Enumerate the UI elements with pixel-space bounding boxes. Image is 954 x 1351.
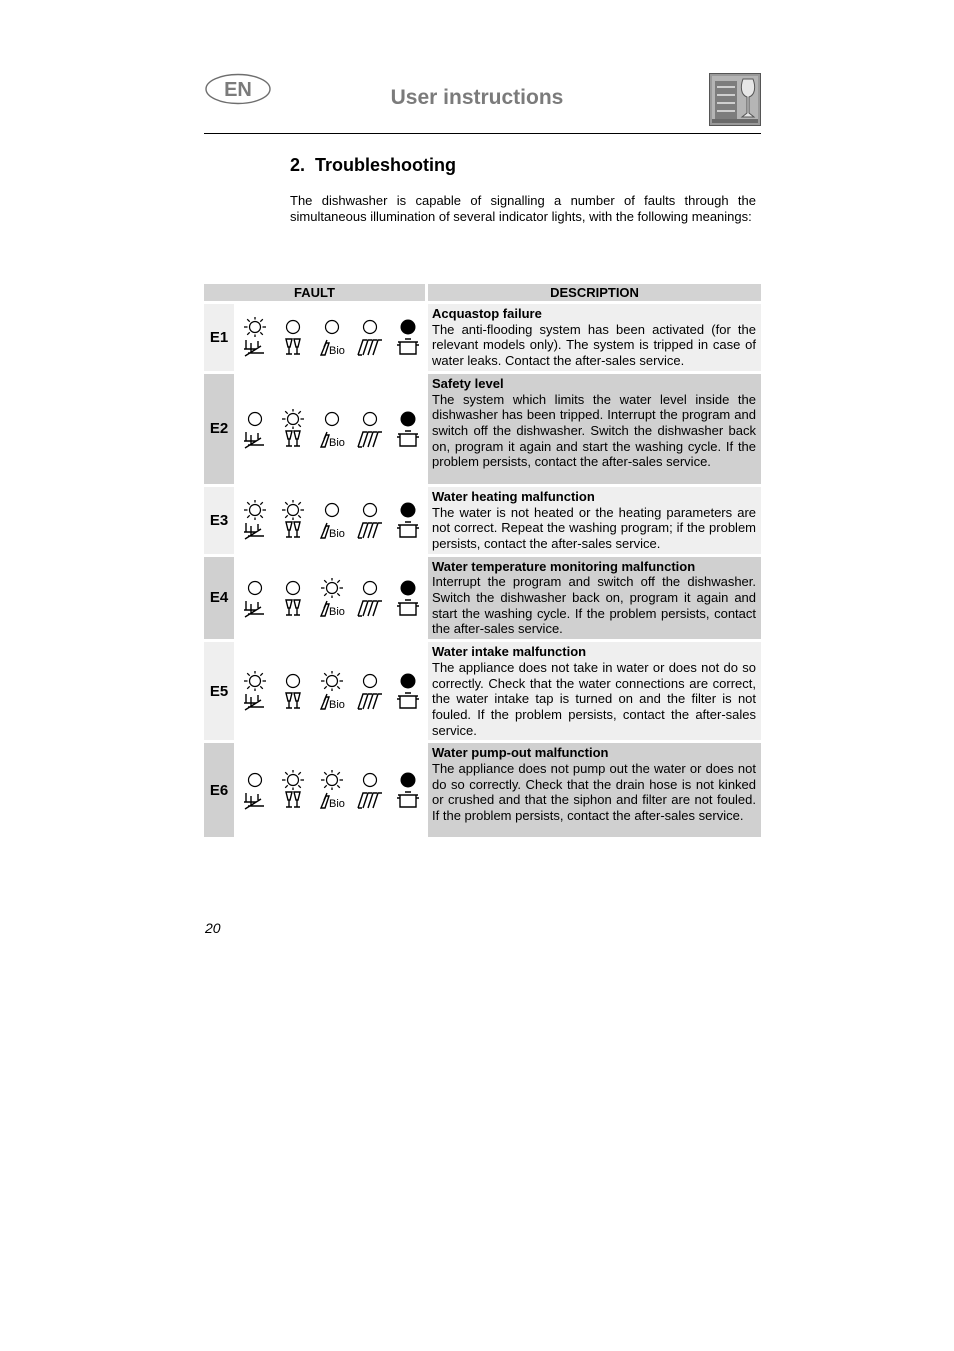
fault-code: E2 <box>204 374 237 484</box>
eco-icon <box>318 429 346 449</box>
indicator <box>241 500 269 540</box>
fault-text: Interrupt the program and switch off the dishwasher. Switch the dishwasher back on, program it again and start the washing cycle. If the problem persists, contact the after-sales service. <box>432 574 757 637</box>
indicator-light-off-icon <box>359 578 381 598</box>
fault-text: The appliance does not take in water or does not do so correctly. Check that the water connections are correct, the water intake tap is turned on and the filter is not fouled. If the problem persists, contact the after-sales service. <box>432 659 757 738</box>
indicator-light-off-icon <box>359 770 381 790</box>
fault-title: Water intake malfunction <box>432 644 587 660</box>
indicator-light-solid-icon <box>397 317 419 337</box>
fault-title: Water heating malfunction <box>432 488 595 504</box>
indicator-light-solid-icon <box>397 578 419 598</box>
indicator <box>241 671 269 711</box>
svg-text:Bio: Bio <box>328 605 345 618</box>
glasses-icon <box>280 691 306 711</box>
indicator <box>241 578 269 618</box>
indicator <box>279 578 307 618</box>
fault-text: The water is not heated or the heating parameters are not correct. Repeat the washing program; if the problem persists, contact the after-sales service. <box>432 504 757 551</box>
indicator-light-on-icon <box>244 500 266 520</box>
glasses-icon <box>280 337 306 357</box>
svg-text:Bio: Bio <box>328 345 345 358</box>
indicator-light-off-icon <box>321 317 343 337</box>
indicator-light-off-icon <box>359 671 381 691</box>
description-column-header: DESCRIPTION <box>428 284 761 301</box>
section-number: 2. <box>290 155 306 175</box>
indicator-lights <box>237 409 425 449</box>
indicator <box>356 671 384 711</box>
fault-title: Water temperature monitoring malfunction <box>432 558 696 574</box>
pre-wash-icon <box>242 790 268 810</box>
indicator-light-solid-icon <box>397 409 419 429</box>
indicator-light-off-icon <box>321 500 343 520</box>
section-title: Troubleshooting <box>315 155 457 175</box>
fault-text: The system which limits the water level inside the dishwasher has been tripped. Interrupt the program and switch off the dishwasher. Switch the dishwasher back on, program it again and start the washing cycle. If the problem persists, contact the after-sales service. <box>432 391 757 470</box>
fault-row <box>204 743 761 837</box>
eco-icon <box>318 790 346 810</box>
intensive-pot-icon <box>395 598 421 618</box>
pre-wash-icon <box>242 598 268 618</box>
indicator-lights <box>237 317 425 357</box>
indicator <box>241 770 269 810</box>
fault-row <box>204 304 761 371</box>
indicator <box>279 671 307 711</box>
normal-wash-icon <box>356 790 384 810</box>
indicator <box>394 317 422 357</box>
indicator-light-solid-icon <box>397 671 419 691</box>
eco-icon <box>318 598 346 618</box>
fault-code: E3 <box>204 487 237 554</box>
indicator-light-on-icon <box>321 578 343 598</box>
indicator-light-off-icon <box>359 409 381 429</box>
indicator-lights <box>237 770 425 810</box>
indicator <box>241 409 269 449</box>
fault-row <box>204 374 761 484</box>
indicator-lights <box>237 578 425 618</box>
svg-text:Bio: Bio <box>328 436 345 449</box>
indicator-light-off-icon <box>282 578 304 598</box>
indicator <box>241 317 269 357</box>
indicator-light-on-icon <box>244 671 266 691</box>
fault-code: E6 <box>204 743 237 837</box>
indicator-light-on-icon <box>282 409 304 429</box>
fault-description <box>428 557 761 640</box>
indicator <box>318 578 346 618</box>
fault-code: E4 <box>204 557 237 640</box>
indicator-lights <box>237 671 425 711</box>
fault-text: The anti-flooding system has been activated (for the relevant models only). The system is tripped in case of water leaks. Contact the after-sales service. <box>432 321 757 369</box>
svg-text:Bio: Bio <box>328 699 345 712</box>
indicator <box>394 409 422 449</box>
fault-description <box>428 374 761 484</box>
fault-row <box>204 487 761 554</box>
glasses-icon <box>280 790 306 810</box>
indicator-lights <box>237 500 425 540</box>
indicator-light-off-icon <box>282 317 304 337</box>
indicator-cell <box>237 374 428 484</box>
indicator-light-solid-icon <box>397 770 419 790</box>
fault-table <box>204 284 761 837</box>
language-code: EN <box>224 79 252 101</box>
eco-icon <box>318 520 346 540</box>
intro-paragraph: The dishwasher is capable of signalling a number of faults through the simultaneous illumination of several indicator lights, with the following meanings: <box>290 193 756 224</box>
header-divider <box>204 133 761 134</box>
normal-wash-icon <box>356 598 384 618</box>
indicator <box>394 770 422 810</box>
indicator-light-on-icon <box>282 500 304 520</box>
intensive-pot-icon <box>395 691 421 711</box>
fault-title: Water pump-out malfunction <box>432 745 609 761</box>
normal-wash-icon <box>356 337 384 357</box>
fault-row <box>204 557 761 640</box>
fault-description <box>428 642 761 740</box>
indicator-light-on-icon <box>321 671 343 691</box>
eco-icon <box>318 691 346 711</box>
indicator-cell <box>237 487 428 554</box>
indicator-light-off-icon <box>244 578 266 598</box>
indicator <box>356 578 384 618</box>
indicator <box>279 409 307 449</box>
indicator-light-off-icon <box>282 671 304 691</box>
indicator <box>356 500 384 540</box>
indicator <box>318 671 346 711</box>
fault-description <box>428 487 761 554</box>
fault-text: The appliance does not pump out the water or does not do so correctly. Check that the drain hose is not kinked or crushed and that the siphon and filter are not fouled. If the problem persists, contact the after-sales service. <box>432 761 757 824</box>
indicator <box>318 500 346 540</box>
document-title: User instructions <box>390 86 564 109</box>
page-number: 20 <box>205 920 221 936</box>
svg-text:Bio: Bio <box>328 798 345 811</box>
fault-column-header: FAULT <box>204 284 428 301</box>
intensive-pot-icon <box>395 429 421 449</box>
section-heading <box>290 155 456 176</box>
fault-description <box>428 743 761 837</box>
indicator-light-on-icon <box>282 770 304 790</box>
indicator <box>318 409 346 449</box>
indicator <box>356 409 384 449</box>
indicator <box>394 500 422 540</box>
intensive-pot-icon <box>395 790 421 810</box>
intensive-pot-icon <box>395 337 421 357</box>
indicator <box>279 500 307 540</box>
indicator-light-off-icon <box>244 770 266 790</box>
indicator <box>356 770 384 810</box>
pre-wash-icon <box>242 337 268 357</box>
normal-wash-icon <box>356 691 384 711</box>
indicator-cell <box>237 642 428 740</box>
pre-wash-icon <box>242 691 268 711</box>
indicator <box>356 317 384 357</box>
indicator-light-on-icon <box>321 770 343 790</box>
indicator <box>279 317 307 357</box>
eco-icon <box>318 337 346 357</box>
dishwasher-photo <box>709 73 761 126</box>
indicator-cell <box>237 304 428 371</box>
fault-description <box>428 304 761 371</box>
indicator <box>318 317 346 357</box>
svg-text:Bio: Bio <box>328 528 345 541</box>
pre-wash-icon <box>242 520 268 540</box>
indicator <box>394 578 422 618</box>
fault-code: E5 <box>204 642 237 740</box>
indicator <box>318 770 346 810</box>
fault-row <box>204 642 761 740</box>
indicator-light-off-icon <box>359 500 381 520</box>
indicator-cell <box>237 743 428 837</box>
fault-title: Acquastop failure <box>432 306 542 321</box>
indicator-light-on-icon <box>244 317 266 337</box>
fault-title: Safety level <box>432 375 504 391</box>
indicator <box>394 671 422 711</box>
glasses-icon <box>280 598 306 618</box>
indicator-light-solid-icon <box>397 500 419 520</box>
pre-wash-icon <box>242 429 268 449</box>
indicator-light-off-icon <box>244 409 266 429</box>
intensive-pot-icon <box>395 520 421 540</box>
normal-wash-icon <box>356 520 384 540</box>
glasses-icon <box>280 520 306 540</box>
fault-code: E1 <box>204 304 237 371</box>
indicator-cell <box>237 557 428 640</box>
indicator-light-off-icon <box>321 409 343 429</box>
glasses-icon <box>280 429 306 449</box>
indicator <box>279 770 307 810</box>
indicator-light-off-icon <box>359 317 381 337</box>
normal-wash-icon <box>356 429 384 449</box>
